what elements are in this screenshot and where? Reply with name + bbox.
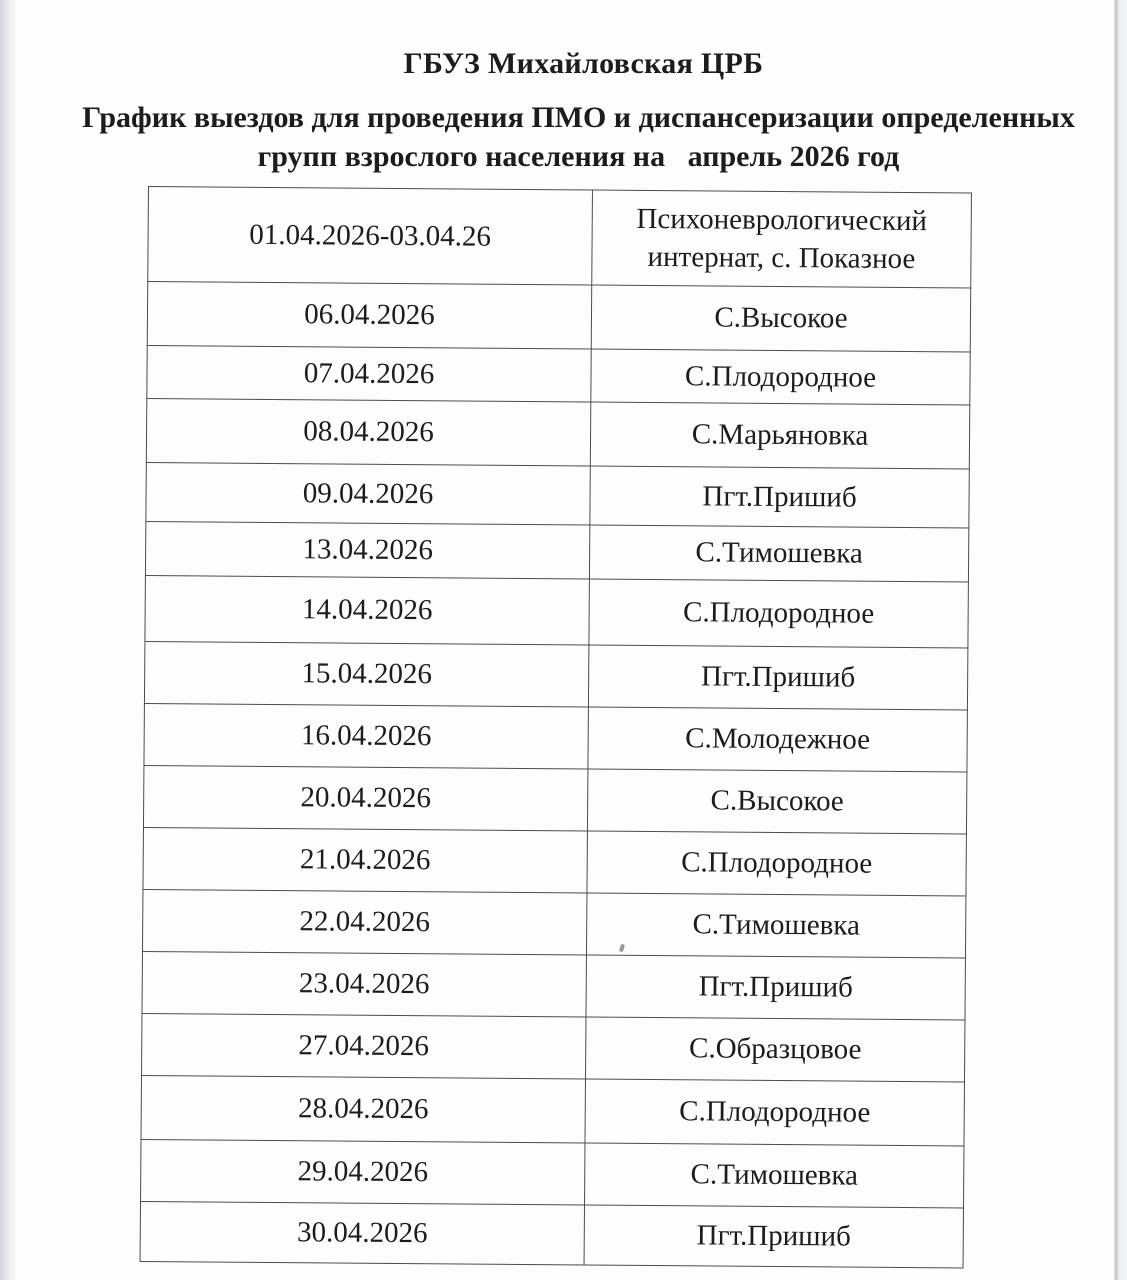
- location-cell: С.Высокое: [591, 285, 970, 352]
- table-row: [146, 462, 969, 527]
- date-cell: 07.04.2026: [147, 345, 591, 401]
- table-row: [145, 521, 968, 581]
- table-row: [141, 1139, 964, 1207]
- date-cell: 13.04.2026: [145, 521, 589, 578]
- location-cell: С.Марьяновка: [590, 402, 969, 469]
- location-cell: С.Плодородное: [585, 1079, 964, 1146]
- table-row: [145, 575, 968, 647]
- date-cell: 01.04.2026-03.04.26: [148, 187, 593, 285]
- location-cell: С.Тимошевка: [589, 525, 968, 582]
- table-row: [142, 1013, 965, 1081]
- date-cell: 21.04.2026: [143, 827, 587, 892]
- schedule-table: [140, 186, 972, 1268]
- location-cell: С.Высокое: [587, 769, 966, 834]
- date-cell: 20.04.2026: [143, 765, 587, 830]
- date-cell: 09.04.2026: [146, 462, 590, 524]
- location-cell: С.Плодородное: [589, 579, 969, 648]
- location-cell: С.Тимошевка: [586, 893, 965, 958]
- table-row: [148, 187, 972, 288]
- date-cell: 08.04.2026: [146, 398, 590, 465]
- location-cell: С.Плодородное: [587, 831, 966, 896]
- location-cell: Психоневрологический интернат, с. Показное: [592, 190, 972, 288]
- table-row: [140, 1201, 963, 1267]
- document-subtitle: [0, 98, 1117, 176]
- table-row: [144, 641, 967, 709]
- date-cell: 22.04.2026: [142, 889, 586, 954]
- date-cell: 28.04.2026: [141, 1075, 585, 1142]
- date-cell: 15.04.2026: [144, 641, 588, 706]
- table-row: [147, 282, 970, 352]
- table-row: [143, 765, 966, 833]
- table-row: [142, 951, 965, 1019]
- document-subtitle-line-2: групп взрослого населения на апрель 2026 год: [257, 140, 900, 173]
- table-row: [141, 1075, 964, 1145]
- location-cell: Пгт.Пришиб: [590, 466, 969, 528]
- document-subtitle-line-1: График выездов для проведения ПМО и диспансеризации определенных: [82, 101, 1075, 134]
- table-row: [146, 398, 969, 468]
- schedule-table-body: [140, 187, 971, 1268]
- location-cell: С.Образцовое: [586, 1017, 965, 1082]
- location-cell: С.Молодежное: [588, 707, 967, 772]
- location-cell: Пгт.Пришиб: [586, 955, 965, 1020]
- table-row: [143, 827, 966, 895]
- date-cell: 29.04.2026: [141, 1139, 585, 1204]
- location-cell: С.Плодородное: [591, 349, 970, 405]
- date-cell: 06.04.2026: [147, 282, 591, 349]
- date-cell: 30.04.2026: [140, 1201, 584, 1264]
- table-row: [147, 345, 970, 404]
- location-cell: Пгт.Пришиб: [588, 645, 967, 710]
- location-cell: С.Тимошевка: [585, 1143, 964, 1208]
- table-row: [144, 703, 967, 771]
- location-cell: Пгт.Пришиб: [584, 1205, 963, 1268]
- date-cell: 16.04.2026: [144, 703, 588, 768]
- organization-title: ГБУЗ Михайловская ЦРБ: [403, 47, 764, 80]
- table-row: [142, 889, 965, 957]
- date-cell: 23.04.2026: [142, 951, 586, 1016]
- date-cell: 27.04.2026: [142, 1013, 586, 1078]
- date-cell: 14.04.2026: [145, 575, 590, 644]
